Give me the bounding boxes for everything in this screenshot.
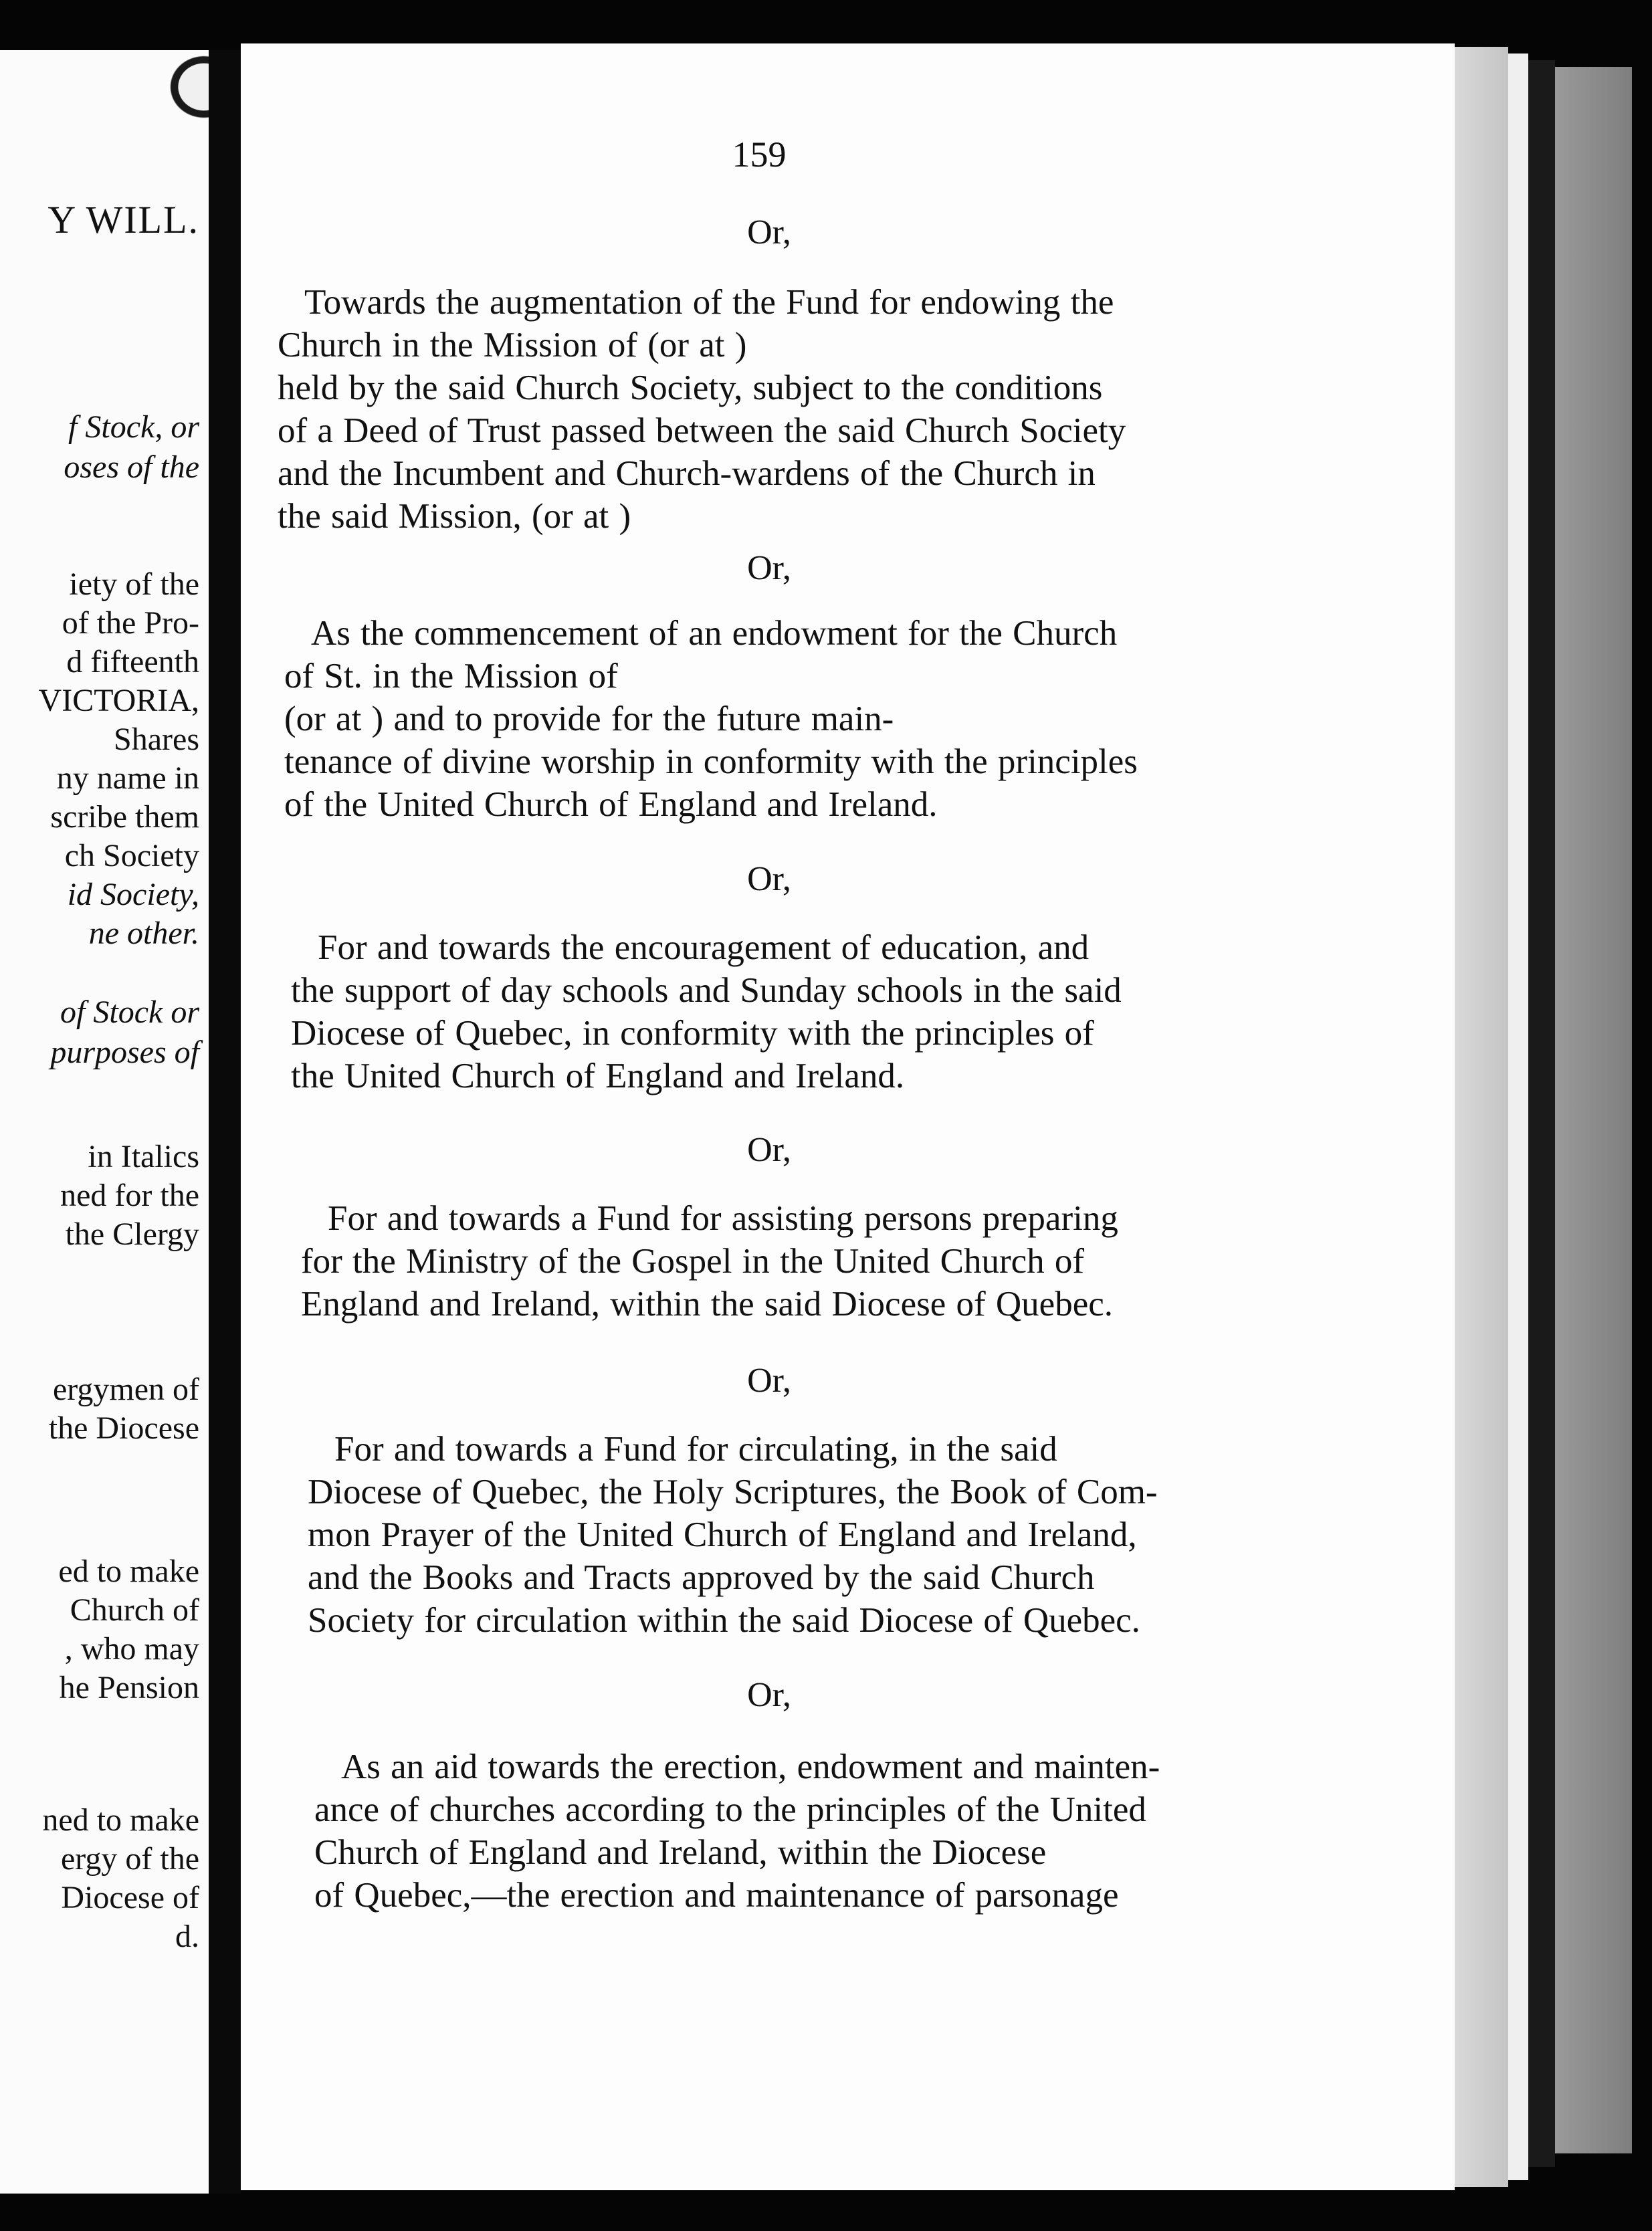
left-page-line: Shares	[114, 722, 199, 757]
left-page-line: Diocese of	[61, 1880, 199, 1915]
left-page-line: ch Society	[64, 838, 199, 873]
left-page-line: ned to make	[42, 1802, 199, 1838]
left-page-line: ny name in	[56, 760, 199, 796]
left-page-line: of Stock or	[60, 994, 199, 1030]
or-separator: Or,	[747, 1131, 791, 1169]
or-separator: Or,	[747, 1362, 791, 1400]
paragraph-scriptures-fund: For and towards a Fund for circulating, in the said Diocese of Quebec, the Holy Scriptures, the Book of Com- mon Prayer of the United Church of England and Ireland, and the Books and Tracts approved by the said Church Society for circulation within the said Diocese of Quebec.	[308, 1430, 1158, 1640]
left-page-line: ergy of the	[60, 1841, 199, 1877]
left-page-line: he Pension	[59, 1670, 199, 1705]
left-page-line: ne other.	[88, 916, 199, 951]
book-gutter	[209, 50, 241, 2194]
paragraph-education: For and towards the encouragement of education, and the support of day schools and Sunday schools in the said Diocese of Quebec, in conformity with the principles of the United Church of England and Ireland.	[291, 928, 1122, 1095]
left-page-line: ned for the	[60, 1178, 199, 1213]
or-separator: Or,	[747, 1676, 791, 1714]
page-edge	[1455, 47, 1508, 2187]
left-page-line: the Diocese	[48, 1410, 199, 1446]
or-separator: Or,	[747, 860, 791, 898]
left-page-line: oses of the	[64, 449, 199, 485]
book-cover-edge	[1555, 67, 1632, 2153]
page-edge	[1508, 54, 1528, 2180]
left-page-line: f Stock, or	[68, 409, 199, 445]
left-page-line: iety of the	[69, 566, 199, 602]
or-separator: Or,	[747, 213, 791, 251]
left-page-line: in Italics	[88, 1139, 199, 1174]
left-page-line: , who may	[64, 1631, 199, 1667]
left-page-line: id Society,	[67, 877, 199, 912]
left-page-line: VICTORIA,	[38, 683, 199, 718]
left-page-line: the Clergy	[65, 1216, 199, 1252]
left-page-line: d fifteenth	[66, 644, 199, 679]
paragraph-endowment-church: As the commencement of an endowment for the Church of St. in the Mission of (or at ) and to provide for the future main- tenance of divine worship in conformity with the principles of the United Church of England and Ireland.	[284, 614, 1138, 824]
paragraph-ministry-fund: For and towards a Fund for assisting persons preparing for the Ministry of the Gospel in the United Church of England and Ireland, within the said Diocese of Quebec.	[301, 1199, 1118, 1323]
left-page-line: Y WILL.	[47, 198, 199, 241]
or-separator: Or,	[747, 549, 791, 587]
left-page-line: Church of	[70, 1592, 199, 1628]
left-page-line: ergymen of	[52, 1372, 199, 1407]
left-page-line: scribe them	[50, 799, 199, 835]
page-number: 159	[732, 134, 787, 175]
paragraph-augmentation-fund: Towards the augmentation of the Fund for endowing the Church in the Mission of (or at ) held by the said Church Society, subject to the conditions of a Deed of Trust passed between the said Church Society and the Incumbent and Church-wardens of the Church in the said Mission, (or at )	[278, 283, 1126, 536]
paragraph-church-erection: As an aid towards the erection, endowment and mainten- ance of churches according to the principles of the United Church of England and Ireland, within the Diocese of Quebec,—the erection and maintenance of parsonage	[314, 1747, 1160, 1915]
left-page-line: of the Pro-	[62, 605, 199, 641]
left-page-line: ed to make	[58, 1554, 199, 1589]
left-facing-page	[0, 50, 209, 2194]
left-page-line: purposes of	[50, 1035, 199, 1070]
page-edge	[1528, 60, 1555, 2167]
left-page-line: d.	[175, 1919, 199, 1954]
